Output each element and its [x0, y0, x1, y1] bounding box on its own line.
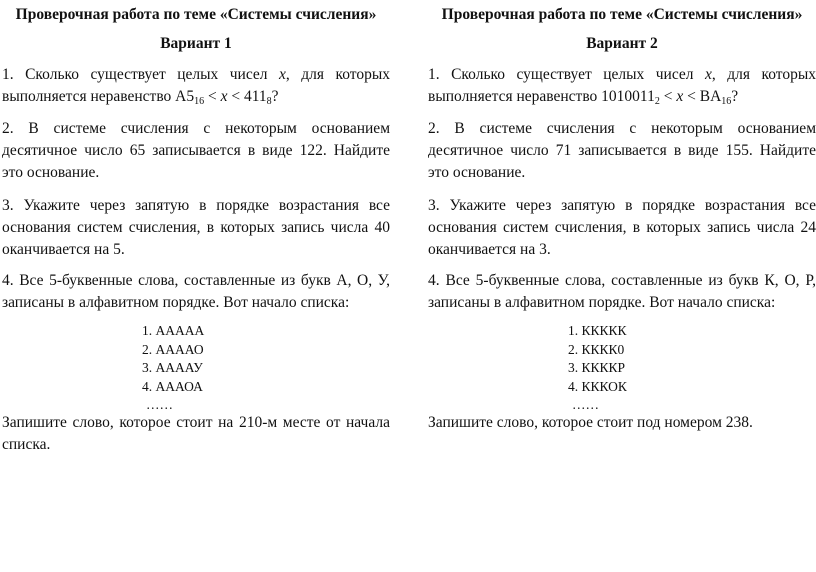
list-item: 1. ККККК	[568, 323, 627, 338]
list-item: 4. АААОА	[142, 378, 203, 394]
q1-base1: 16	[194, 96, 205, 107]
list-item: 1. ААААА	[142, 323, 205, 338]
q1-middle: , для которых выполняется неравенство A5	[2, 66, 390, 105]
variant-1-title: Проверочная работа по теме «Системы счисления»	[15, 6, 377, 23]
q1-lt2: < 411	[227, 88, 267, 105]
q1-end: ?	[731, 88, 739, 105]
list-item: 3. ААААУ	[142, 360, 203, 375]
q1-base2: 16	[721, 96, 732, 107]
list-ellipsis: ……	[146, 397, 173, 412]
q1-lt1: <	[204, 88, 221, 105]
q1-base2: 8	[266, 96, 272, 107]
variant-2-final-instruction: Запишите слово, которое стоит под номером 238.	[428, 414, 753, 431]
variant-1-question-3: 3. Укажите через запятую в порядке возрастания все основания систем счисления, в которых запись числа 40 оканчивается на 5.	[2, 197, 390, 258]
variant-2-question-3: 3. Укажите через запятую в порядке возрастания все основания систем счисления, в которых запись числа 24 оканчивается на 3.	[428, 197, 816, 258]
q1-end: ?	[271, 88, 279, 105]
q1-var: x	[279, 66, 286, 83]
q1-prefix: 1. Сколько существует целых чисел	[428, 66, 706, 83]
list-item: 4. КККОК	[568, 378, 627, 394]
variant-2-word-list	[568, 322, 627, 415]
q1-lt2: < BA	[683, 88, 722, 105]
list-ellipsis: ……	[572, 397, 599, 412]
list-item: 3. ККККР	[568, 360, 626, 375]
q1-prefix: 1. Сколько существует целых чисел	[2, 66, 280, 83]
q1-var2: x	[220, 88, 228, 105]
variant-1-word-list	[142, 322, 204, 415]
variant-1-question-4: 4. Все 5-буквенные слова, составленные из букв А, О, У, записаны в алфавитном порядке. Вот начало списка:	[2, 272, 390, 311]
q1-lt1: <	[659, 88, 677, 105]
variant-1-final-instruction: Запишите слово, которое стоит на 210-м месте от начала списка.	[2, 414, 390, 453]
q1-base1: 2	[654, 96, 660, 107]
list-item: 2. ААААО	[142, 341, 204, 357]
variant-2-question-1	[428, 64, 816, 108]
variant-2-heading: Вариант 2	[586, 35, 658, 52]
variant-2-question-4: 4. Все 5-буквенные слова, составленные из букв К, О, Р, записаны в алфавитном порядке. Вот начало списка:	[428, 272, 816, 311]
variant-1-heading: Вариант 1	[160, 35, 232, 52]
q1-var: x	[705, 66, 712, 83]
q1-middle: , для которых выполняется неравенство 1010011	[428, 66, 816, 105]
variant-2-question-2: 2. В системе счисления с некоторым основанием десятичное число 71 записывается в виде 155. Найдите это основание.	[428, 120, 816, 181]
q1-var2: x	[676, 88, 684, 105]
variant-2-title: Проверочная работа по теме «Системы счисления»	[441, 6, 803, 23]
variant-1-question-2: 2. В системе счисления с некоторым основанием десятичное число 65 записывается в виде 122. Найдите это основание.	[2, 120, 390, 181]
variant-1-question-1	[2, 64, 390, 108]
list-item: 2. КККК0	[568, 341, 625, 357]
